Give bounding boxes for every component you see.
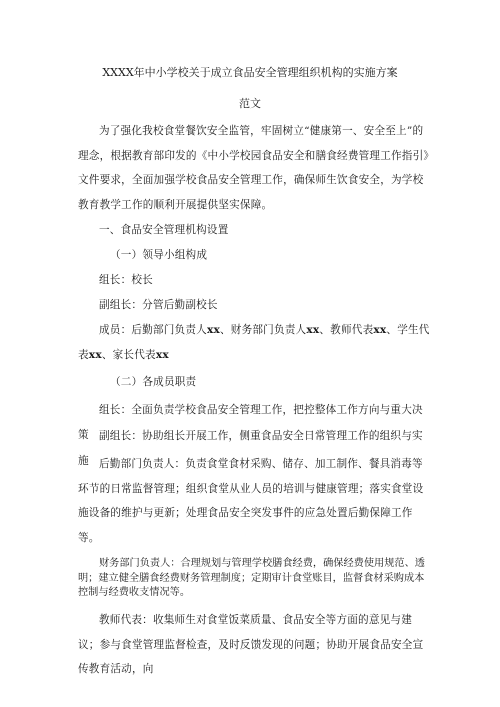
- intro-paragraph: 为了强化我校食堂餐饮安全监管，牢固树立“健康第一、安全至上”的理念，根据教育部印发的《中小学校园食品安全和膳食经费管理工作指引》文件要求，全面加强学校食品安全管理工作，确保师生饮食安全，为学校教育教学工作的顺利开展提供坚实保障。: [78, 125, 429, 211]
- members-paragraph: [78, 318, 430, 367]
- member-placeholder: xx: [306, 324, 320, 336]
- member-placeholder: xx: [206, 324, 220, 336]
- duty-logistics-paragraph: 后勤部门负责人：负责食堂食材采购、储存、加工制作、餐具消毒等环节的日常监督管理；组织食堂从业人员的培训与健康管理；落实食堂设施设备的维护与更新；处理食品安全突发事件的应急处置后勤保障工作等。: [78, 458, 424, 544]
- duty-deputy-line: 副组长：协助组长开展工作，侧重食品安全日常管理工作的组织与实施: [78, 430, 423, 467]
- members-text: 、财务部门负责人: [219, 324, 307, 336]
- members-text: 成员：后勤部门负责人: [99, 324, 207, 336]
- member-placeholder: xx: [373, 324, 387, 336]
- duty-leader-line: 组长：全面负责学校食品安全管理工作，把控整体工作方向与重大决策: [78, 404, 423, 441]
- subsection-heading-leadership: （一）领导小组构成: [110, 249, 208, 261]
- leader-line: 组长：校长: [99, 274, 153, 286]
- member-placeholder: xx: [88, 348, 102, 361]
- document-title: XXXX年中小学校关于成立食品安全管理组织机构的实施方案: [102, 66, 398, 79]
- member-placeholder: xx: [155, 348, 169, 361]
- members-text: 、学生代表: [78, 324, 430, 361]
- members-text: 、教师代表: [319, 324, 374, 336]
- duty-teacher-paragraph: 教师代表：收集师生对食堂饭菜质量、食品安全等方面的意见与建议；参与食堂管理监督检查，及时反馈发现的问题；协助开展食品安全宣传教育活动，向: [78, 614, 424, 675]
- members-text: 、家长代表: [101, 348, 156, 361]
- subsection-heading-duties: （二）各成员职责: [110, 376, 197, 388]
- section-heading-organization: 一、食品安全管理机构设置: [99, 224, 229, 236]
- deputy-leader-line: 副组长：分管后勤副校长: [99, 299, 218, 311]
- duty-finance-paragraph: 财务部门负责人：合理规划与管理学校膳食经费，确保经费使用规范、透明；建立健全膳食经费财务管理制度；定期审计食堂账目，监督食材采购成本控制与经费收支情况等。: [78, 558, 425, 598]
- document-subtitle: 范文: [239, 97, 261, 110]
